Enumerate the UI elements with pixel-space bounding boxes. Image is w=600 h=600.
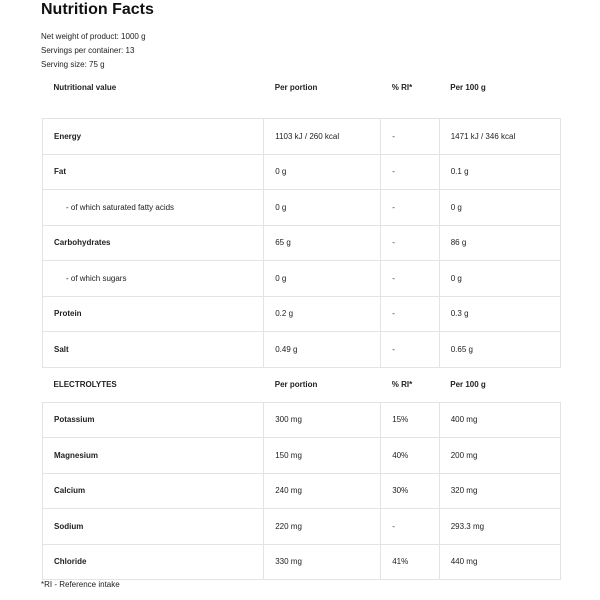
nutrient-name: Carbohydrates: [43, 225, 264, 261]
per-portion-value: 300 mg: [264, 402, 381, 438]
table-header-row: [43, 71, 561, 119]
page-title: Nutrition Facts: [41, 1, 154, 18]
table-row: [43, 261, 561, 297]
table-row: [43, 544, 561, 580]
per-portion-value: 0.49 g: [264, 332, 381, 368]
table-row: [43, 402, 561, 438]
table-row: [43, 438, 561, 474]
per-100g-value: 200 mg: [439, 438, 560, 474]
header-per-100g: Per 100 g: [450, 83, 486, 92]
header-per-portion: Per portion: [264, 367, 381, 402]
per-100g-value: 320 mg: [439, 473, 560, 509]
per-100g-value: 400 mg: [439, 402, 560, 438]
per-100g-value: 440 mg: [439, 544, 560, 580]
header-ri: % RI*: [391, 83, 413, 92]
footnote: *RI - Reference intake: [41, 580, 120, 589]
product-meta: [41, 30, 146, 72]
header-nutritional-value: Nutritional value: [53, 83, 117, 92]
per-portion-value: 0 g: [264, 154, 381, 190]
nutrient-name: Energy: [43, 119, 264, 155]
nutrition-table: [42, 71, 561, 580]
electrolyte-name: Potassium: [43, 402, 264, 438]
ri-value: 41%: [381, 544, 440, 580]
servings-per-container: Servings per container: 13: [41, 46, 135, 55]
electrolyte-name: Calcium: [43, 473, 264, 509]
electrolyte-name: Chloride: [43, 544, 264, 580]
per-portion-value: 240 mg: [264, 473, 381, 509]
ri-value: -: [381, 509, 440, 545]
table-row: [43, 473, 561, 509]
ri-value: -: [381, 225, 440, 261]
per-100g-value: 0.1 g: [439, 154, 560, 190]
nutrient-name: Fat: [43, 154, 264, 190]
ri-value: 15%: [381, 402, 440, 438]
electrolyte-name: Sodium: [43, 509, 264, 545]
header-electrolytes: ELECTROLYTES: [43, 367, 264, 402]
ri-value: -: [381, 154, 440, 190]
ri-value: 40%: [381, 438, 440, 474]
table-row: [43, 225, 561, 261]
nutrient-name: Protein: [43, 296, 264, 332]
serving-size: Serving size: 75 g: [41, 60, 105, 69]
per-100g-value: 0 g: [439, 190, 560, 226]
table-row: [43, 332, 561, 368]
nutrient-name: - of which sugars: [43, 261, 264, 297]
ri-value: -: [381, 119, 440, 155]
per-100g-value: 0.3 g: [439, 296, 560, 332]
per-portion-value: 330 mg: [264, 544, 381, 580]
ri-value: 30%: [381, 473, 440, 509]
per-portion-value: 0.2 g: [264, 296, 381, 332]
electrolyte-name: Magnesium: [43, 438, 264, 474]
per-portion-value: 65 g: [264, 225, 381, 261]
per-100g-value: 1471 kJ / 346 kcal: [439, 119, 560, 155]
nutrient-name: - of which saturated fatty acids: [43, 190, 264, 226]
header-ri: % RI*: [381, 367, 440, 402]
ri-value: -: [381, 296, 440, 332]
table-row: [43, 190, 561, 226]
ri-value: -: [381, 261, 440, 297]
per-100g-value: 293.3 mg: [439, 509, 560, 545]
table-row: [43, 119, 561, 155]
ri-value: -: [381, 190, 440, 226]
per-portion-value: 1103 kJ / 260 kcal: [264, 119, 381, 155]
per-portion-value: 150 mg: [264, 438, 381, 474]
electrolytes-header-row: [43, 367, 561, 402]
table-row: [43, 296, 561, 332]
header-per-100g: Per 100 g: [439, 367, 560, 402]
table-row: [43, 154, 561, 190]
per-portion-value: 0 g: [264, 261, 381, 297]
per-100g-value: 86 g: [439, 225, 560, 261]
ri-value: -: [381, 332, 440, 368]
table-row: [43, 509, 561, 545]
per-portion-value: 220 mg: [264, 509, 381, 545]
header-per-portion: Per portion: [274, 83, 318, 92]
nutrient-name: Salt: [43, 332, 264, 368]
net-weight: Net weight of product: 1000 g: [41, 32, 146, 41]
per-100g-value: 0 g: [439, 261, 560, 297]
per-portion-value: 0 g: [264, 190, 381, 226]
per-100g-value: 0.65 g: [439, 332, 560, 368]
